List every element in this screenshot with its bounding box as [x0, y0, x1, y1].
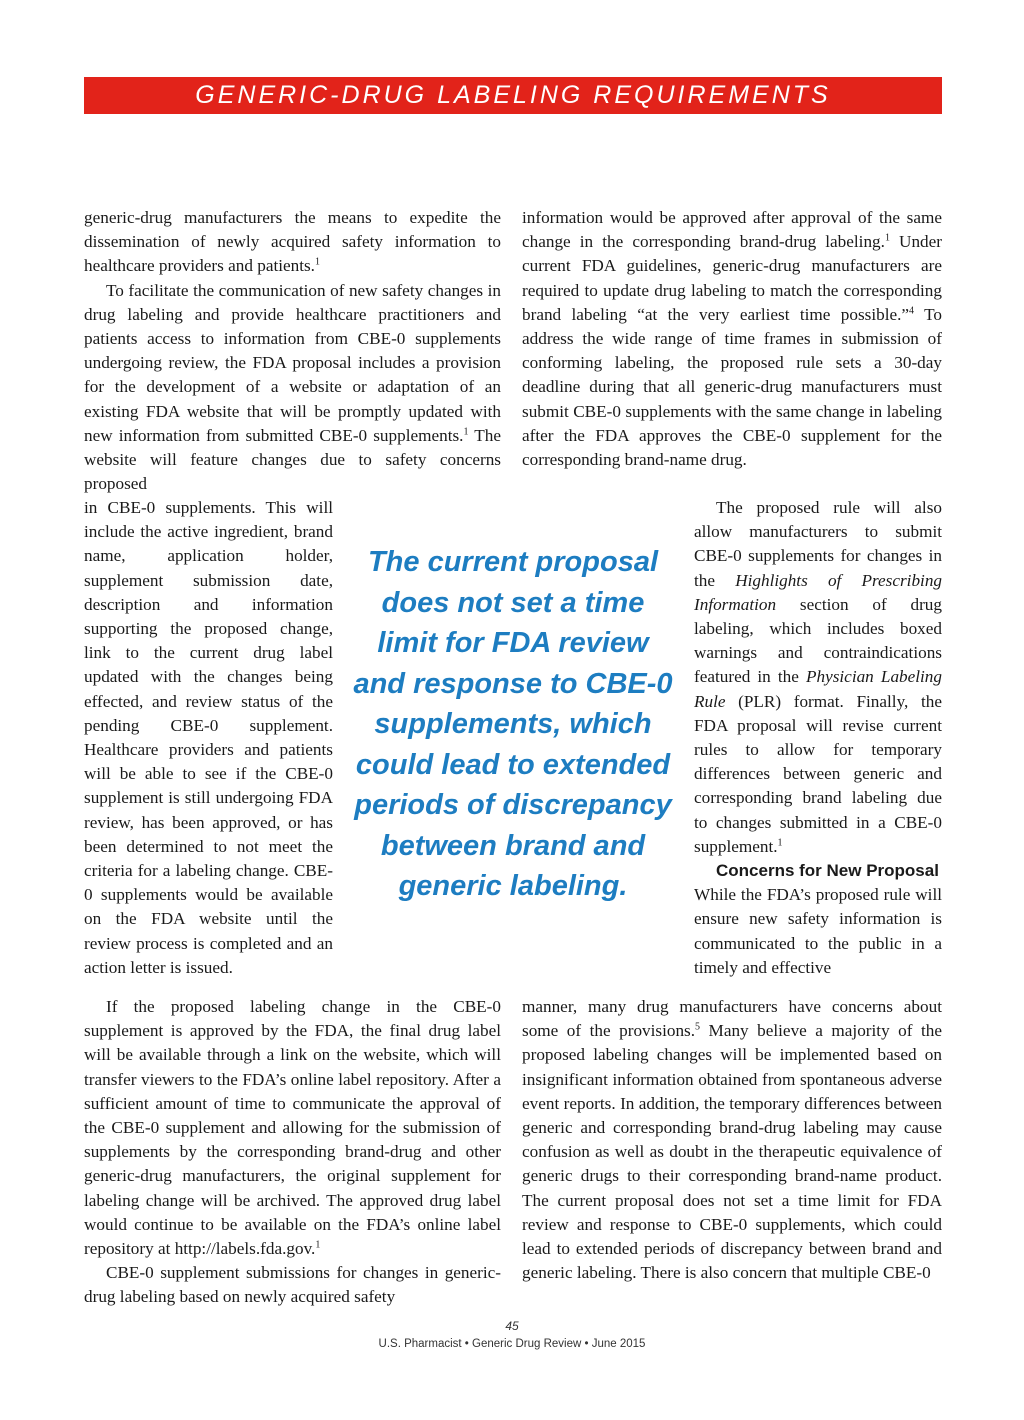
paragraph: manner, many drug manufacturers have concerns about some of the provisions.$^5$ Many believe a majority of the proposed labeling changes will be implemented based on insignificant information obtained from spontaneous adverse event reports. In addition, the temporary differences between generic and corresponding brand-drug labeling may cause confusion as well as doubt in the therapeutic equivalence of generic drugs to their corresponding brand-name product. The current proposal does not set a time limit for FDA review and response to CBE-0 supplements, which could lead to extended periods of discrepancy between brand and generic labeling. There is also concern that multiple CBE-0 — [522, 997, 942, 1283]
section-heading: Concerns for New Proposal — [716, 861, 939, 881]
paragraph: The proposed rule will also allow manufacturers to submit CBE-0 supplements for changes in the Highlights of Prescribing Information section of drug labeling, which includes boxed warnings and contraindications featured in the Physician Labeling Rule (PLR) format. Finally, the FDA proposal will revise current rules to allow for temporary differences between generic and corresponding brand labeling due to changes submitted in a CBE-0 supplement.$^1$ — [694, 498, 943, 856]
left-column-narrow — [84, 496, 333, 980]
paragraph: information would be approved after approval of the same change in the corresponding brand-drug labeling.$^1$ Under current FDA guidelines, generic-drug manufacturers are required to update drug labeling to match the corresponding brand labeling “at the very earliest time possible.”$^4$ To address the wide range of time frames in submission of conforming labeling, the proposed rule sets a 30-day deadline during that all generic-drug manufacturers must submit CBE-0 supplements with the same change in labeling after the FDA approves the CBE-0 supplement for the corresponding brand-name drug. — [522, 208, 942, 470]
paragraph: If the proposed labeling change in the CBE-0 supplement is approved by the FDA, the final drug label will be available through a link on the website, which will transfer viewers to the FDA’s online label repository. After a sufficient amount of time to communicate the approval of the CBE-0 supplement and allowing for the submission of supplements by the corresponding brand-drug and other generic-drug manufacturers, the original supplement for labeling change will be archived. The approved drug label would continue to be available on the FDA’s online label repository at http://labels.fda.gov.$^1$ — [84, 997, 501, 1259]
paragraph: in CBE-0 supplements. This will include the active ingredient, brand name, application holder, supplement submission date, description and information supporting the proposed change, link to the current drug label updated with the changes being effected, and review status of the pending CBE-0 supplement. Healthcare providers and patients will be able to see if the CBE-0 supplement is still undergoing FDA review, has been approved, or has been determined to not meet the criteria for a labeling change. CBE-0 supplements would be available on the FDA website until the review process is completed and an action letter is issued. — [84, 498, 333, 977]
paragraph: While the FDA’s proposed rule will ensure new safety information is communicated to the public in a timely and effective — [694, 885, 942, 977]
left-column-bottom — [84, 995, 501, 1310]
left-column-top — [84, 206, 501, 496]
right-column-top — [522, 206, 942, 472]
paragraph: generic-drug manufacturers the means to expedite the dissemination of newly acquired safety information to healthcare providers and patients.$^1$ — [84, 208, 501, 276]
page-number: 45 — [505, 1319, 519, 1333]
section-banner: GENERIC-DRUG LABELING REQUIREMENTS — [84, 77, 942, 114]
right-column-narrow — [694, 496, 942, 980]
paragraph: CBE-0 supplement submissions for changes in generic-drug labeling based on newly acquired safety — [84, 1263, 501, 1307]
publication-footer: U.S. Pharmacist • Generic Drug Review • June 2015 — [378, 1338, 646, 1350]
paragraph: To facilitate the communication of new safety changes in drug labeling and provide healthcare practitioners and patients access to information from CBE-0 supplements undergoing review, the FDA proposal includes a provision for the development of a website or adaptation of an existing FDA website that will be promptly updated with new information from submitted CBE-0 supplements.$^1$ The website will feature changes due to safety concerns proposed — [84, 280, 501, 494]
right-column-bottom — [522, 995, 942, 1285]
pull-quote: The current proposal does not set a time limit for FDA review and response to CBE-0 supplements, which could lead to extended periods of discrepancy between brand and generic labeling. — [353, 546, 673, 902]
